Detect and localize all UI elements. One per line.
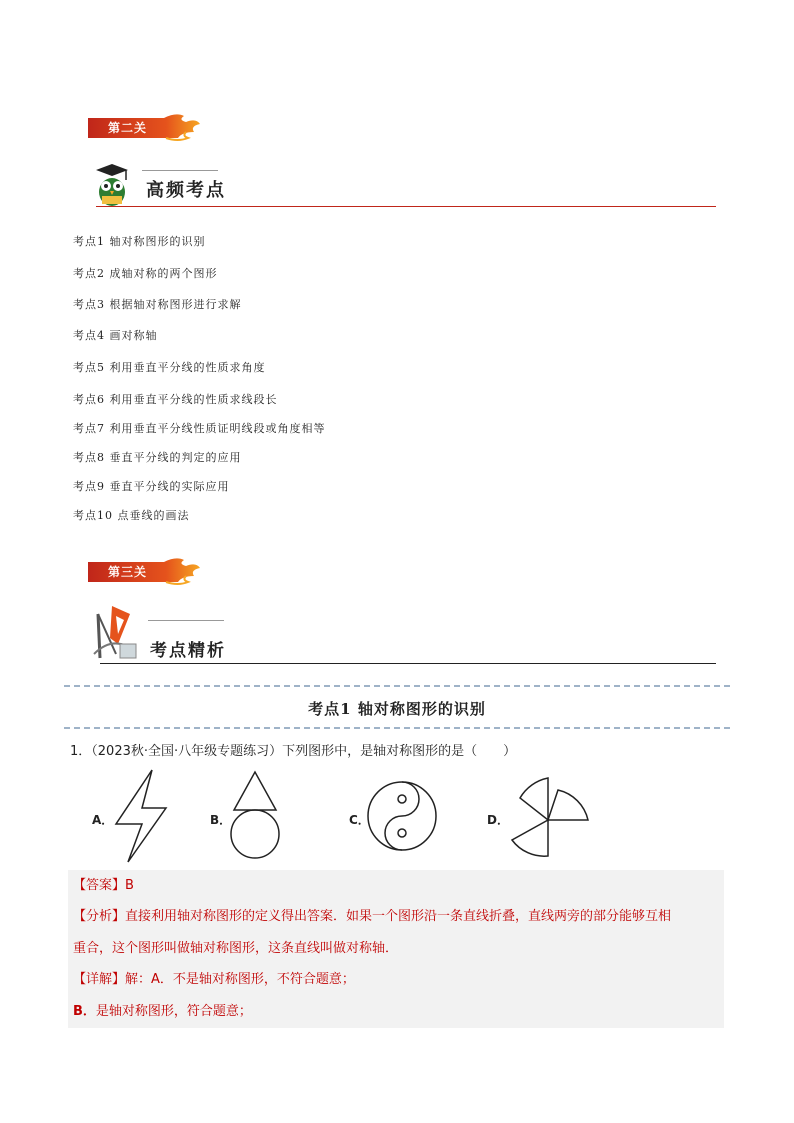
question-text: 1．（2023秋·全国·八年级专题练习）下列图形中，是轴对称图形的是（ ）: [70, 744, 517, 759]
analysis-text-cont: 重合，这个图形叫做轴对称图形，这条直线叫做对称轴．: [73, 941, 399, 956]
detail-text-2: 是轴对称图形，符合题意；: [95, 1004, 252, 1019]
header-rule: [96, 206, 716, 207]
geometry-tools-icon: [90, 604, 140, 662]
topic-item: 考点4 画对称轴: [73, 329, 158, 342]
section-title-analysis: 考点精析: [150, 641, 226, 661]
topic-item: 考点9 垂直平分线的实际应用: [73, 480, 230, 493]
header-rule: [100, 663, 716, 664]
detail-line-2: [73, 1002, 252, 1022]
analysis-line-1: [73, 907, 671, 927]
pinwheel-figure: [506, 776, 594, 858]
topic-item: 考点10 点垂线的画法: [73, 509, 190, 522]
answer-tag: 【答案】: [73, 878, 126, 893]
topic-item: 考点1 轴对称图形的识别: [73, 235, 206, 248]
yin-yang-figure: [366, 780, 438, 852]
answer-line: [73, 876, 134, 896]
header-rule-top: [142, 170, 218, 171]
level-banner-3: [86, 556, 202, 586]
dashed-divider-bottom: [64, 727, 730, 729]
option-d-label: D．: [487, 813, 509, 827]
detail-option-label: B．: [73, 1004, 96, 1019]
analysis-line-2: [73, 939, 398, 959]
section-title-high-frequency: 高频考点: [146, 180, 226, 201]
topic-item: 考点3 根据轴对称图形进行求解: [73, 298, 242, 311]
topic-item: 考点6 利用垂直平分线的性质求线段长: [73, 393, 278, 406]
topic-item: 考点2 成轴对称的两个图形: [73, 267, 218, 280]
topic-item: 考点8 垂直平分线的判定的应用: [73, 451, 242, 464]
detail-tag: 【详解】: [73, 972, 126, 987]
option-a-label: A．: [92, 813, 114, 827]
analysis-tag: 【分析】: [73, 909, 126, 924]
banner-label: 第二关: [108, 121, 148, 135]
lightning-bolt-figure: [112, 768, 172, 866]
banner-label: 第三关: [108, 565, 148, 579]
detail-line-1: [73, 970, 355, 990]
option-b-label: B．: [210, 813, 232, 827]
dashed-divider-top: [64, 685, 730, 687]
analysis-text: 直接利用轴对称图形的定义得出答案．如果一个图形沿一条直线折叠，直线两旁的部分能够互相: [125, 909, 672, 924]
detail-text: 解：A．不是轴对称图形，不符合题意；: [125, 972, 355, 987]
topic-item: 考点7 利用垂直平分线性质证明线段或角度相等: [73, 422, 326, 435]
option-c-label: C．: [349, 813, 370, 827]
owl-teacher-icon: [92, 162, 132, 208]
answer-value: B: [125, 878, 134, 893]
knowledge-point-title: 考点1 轴对称图形的识别: [308, 700, 486, 718]
triangle-on-circle-figure: [226, 770, 284, 862]
header-rule-top: [148, 620, 224, 621]
level-banner-2: [86, 112, 202, 142]
topic-item: 考点5 利用垂直平分线的性质求角度: [73, 361, 266, 374]
